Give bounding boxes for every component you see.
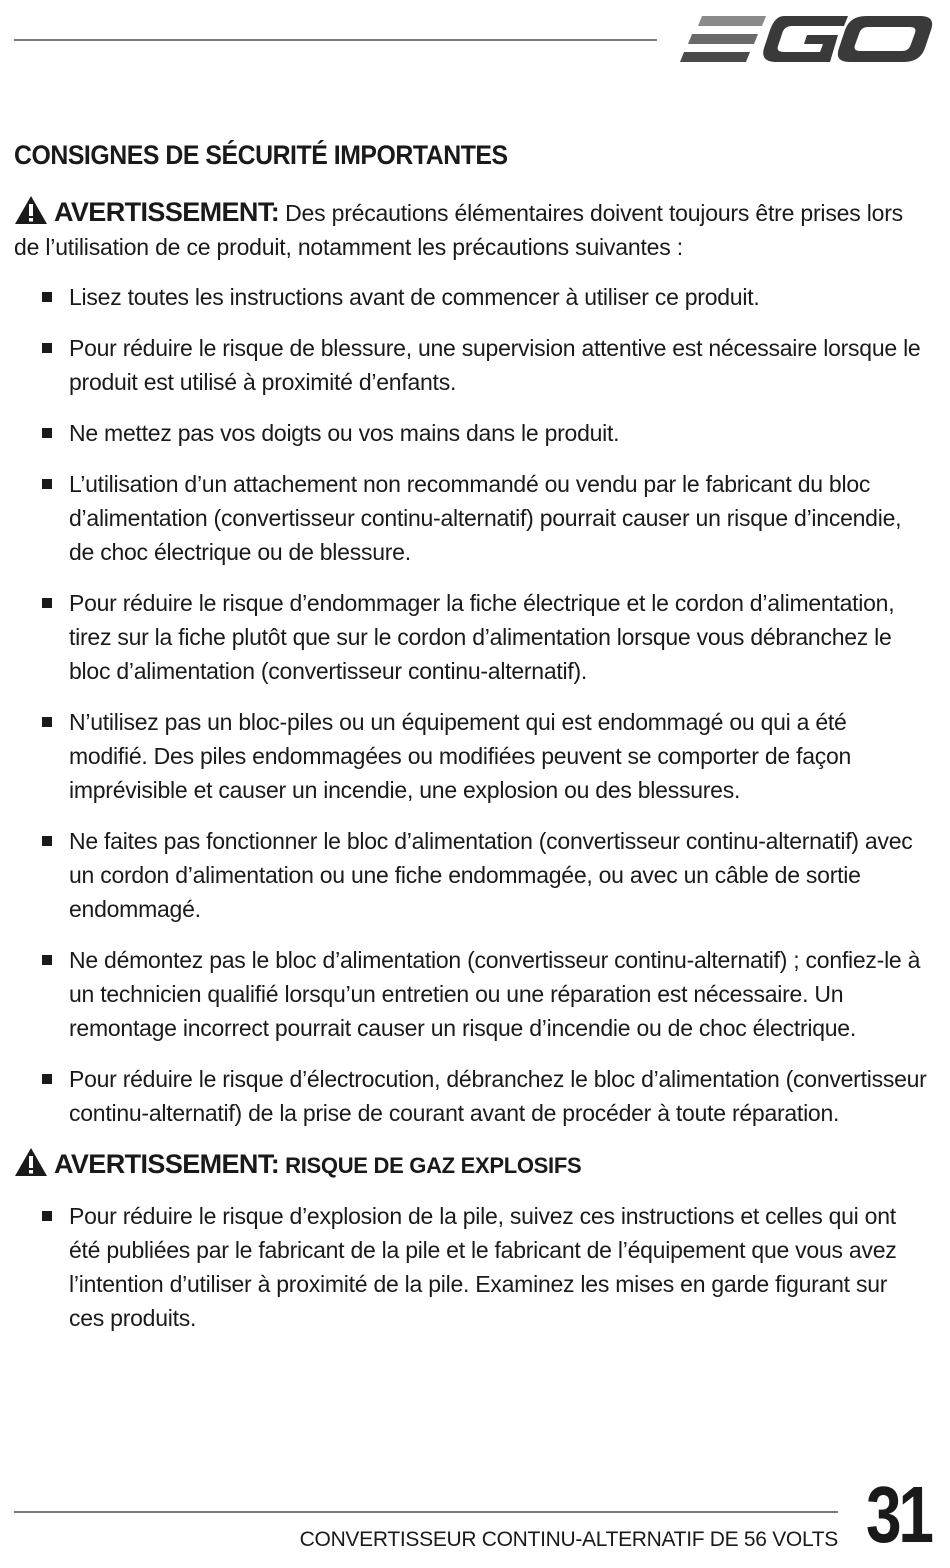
- bullet-square-icon: [42, 292, 52, 302]
- warning-explosive-gas: [14, 1147, 934, 1183]
- safety-list: [14, 280, 934, 1130]
- list-item: L’utilisation d’un attachement non recommandé ou vendu par le fabricant du bloc d’alimentation (convertisseur continu-alternatif) pourrait causer un risque d’incendie, de choc électrique ou de blessure.: [14, 467, 934, 569]
- section-title: CONSIGNES DE SÉCURITÉ IMPORTANTES: [14, 140, 508, 170]
- list-item: N’utilisez pas un bloc-piles ou un équipement qui est endommagé ou qui a été modifié. Des piles endommagées ou modifiées peuvent se comporter de façon imprévisible et causer un incendie, une explosion ou des blessures.: [14, 705, 934, 807]
- page-number: 31: [866, 1470, 931, 1559]
- bullet-square-icon: [42, 1074, 52, 1084]
- bullet-square-icon: [42, 428, 52, 438]
- bullet-square-icon: [42, 598, 52, 608]
- bullet-square-icon: [42, 836, 52, 846]
- bullet-square-icon: [42, 955, 52, 965]
- footer-title: CONVERTISSEUR CONTINU-ALTERNATIF DE 56 VOLTS: [299, 1528, 838, 1551]
- warning-triangle-icon: [14, 195, 48, 225]
- bullet-square-icon: [42, 1211, 52, 1221]
- list-item: Ne faites pas fonctionner le bloc d’alimentation (convertisseur continu-alternatif) avec un cordon d’alimentation ou une fiche endommagée, ou avec un câble de sortie endommagé.: [14, 824, 934, 926]
- warning-label: AVERTISSEMENT:: [54, 1149, 280, 1179]
- ego-logo: [680, 10, 936, 68]
- warning-general: [14, 195, 934, 264]
- footer-rule: [14, 1511, 838, 1513]
- warning-label: AVERTISSEMENT:: [54, 197, 280, 227]
- warning-text: Des précautions élémentaires doivent toujours être prises lors de l’utilisation de ce produit, notamment les précautions suivantes :: [14, 200, 903, 260]
- bullet-square-icon: [42, 479, 52, 489]
- list-item: Ne mettez pas vos doigts ou vos mains dans le produit.: [14, 416, 934, 450]
- list-item: Pour réduire le risque de blessure, une supervision attentive est nécessaire lorsque le produit est utilisé à proximité d’enfants.: [14, 331, 934, 399]
- list-item: Pour réduire le risque d’électrocution, débranchez le bloc d’alimentation (convertisseur continu-alternatif) de la prise de courant avant de procéder à toute réparation.: [14, 1062, 934, 1130]
- list-item: Ne démontez pas le bloc d’alimentation (convertisseur continu-alternatif) ; confiez-le à un technicien qualifié lorsqu’un entretien ou une réparation est nécessaire. Un remontage incorrect pourrait causer un risque d’incendie ou de choc électrique.: [14, 943, 934, 1045]
- explosive-gas-list: [14, 1199, 934, 1335]
- list-item: Lisez toutes les instructions avant de commencer à utiliser ce produit.: [14, 280, 934, 314]
- document-body: [14, 140, 934, 1352]
- warning-triangle-icon: [14, 1147, 48, 1177]
- header-rule: [14, 39, 657, 41]
- bullet-square-icon: [42, 343, 52, 353]
- list-item: Pour réduire le risque d’explosion de la pile, suivez ces instructions et celles qui ont été publiées par le fabricant de la pile et le fabricant de l’équipement que vous avez l’intention d’utiliser à proximité de la pile. Examinez les mises en garde figurant sur ces produits.: [14, 1199, 934, 1335]
- list-item: Pour réduire le risque d’endommager la fiche électrique et le cordon d’alimentation, tirez sur la fiche plutôt que sur le cordon d’alimentation lorsque vous débranchez le bloc d’alimentation (convertisseur continu-alternatif).: [14, 586, 934, 688]
- warning-subtitle: RISQUE DE GAZ EXPLOSIFS: [285, 1153, 582, 1178]
- bullet-square-icon: [42, 717, 52, 727]
